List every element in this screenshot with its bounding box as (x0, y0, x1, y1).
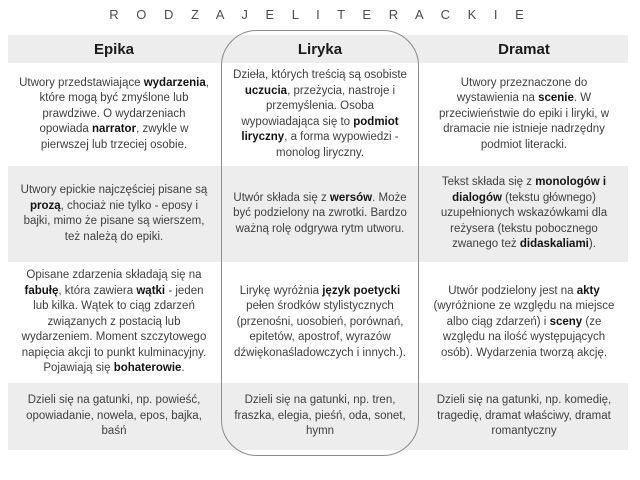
cell-dramat-definition: Utwory przeznaczone do wystawienia na scenie. W przeciwieństwie do epiki i liryki, w dramacie nie istnieje nadrzędny podmiot literacki. (439, 76, 609, 151)
cell-dramat-genres: Dzieli się na gatunki, np. komedię, tragedię, dramat właściwy, dramat romantyczny (436, 394, 612, 438)
cell-epika-structure: Opisane zdarzenia składają się na fabułę, która zawiera wątki - jeden lub kilka. Wątek to ciąg zdarzeń związanych z postacią lub wydarzeniem. Moment szczytowego napięcia akcji to punkt kulminacyjny. Pojawiają się bohaterowie. (21, 269, 207, 375)
cell-epika-definition: Utwory przedstawiające wydarzenia, które mogą być zmyślone lub prawdziwe. O wydarzeniach opowiada narrator, zwykle w pierwszej lub trzeciej osobie. (19, 76, 209, 151)
cell-liryka-form: Utwór składa się z wersów. Może być podzielony na zwrotki. Bardzo ważną rolę odgrywa rytm utworu. (233, 191, 407, 235)
table-row-definition (8, 63, 628, 166)
table-row-form (8, 166, 628, 262)
cell-liryka-structure: Lirykę wyróżnia język poetycki pełen środków stylistycznych (przenośni, uosobień, porównań, epitetów, apostrof, wyrazów dźwiękonaśladowczych i innych.). (234, 284, 406, 359)
table-row-genres (8, 383, 628, 450)
cell-liryka-genres: Dzieli się na gatunki, np. tren, fraszka, elegia, pieśń, oda, sonet, hymn (234, 394, 406, 438)
cell-liryka-definition: Dzieła, których treścią są osobiste uczucia, przeżycia, nastroje i przemyślenia. Osoba wypowiadająca się to podmiot liryczny, a forma wypowiedzi - monolog liryczny. (233, 69, 407, 159)
cell-epika-genres: Dzieli się na gatunki, np. powieść, opowiadanie, nowela, epos, bajka, baśń (26, 394, 202, 438)
header-row (8, 35, 628, 63)
column-header-dramat: Dramat (498, 40, 550, 58)
column-header-liryka: Liryka (297, 40, 343, 58)
column-header-epika: Epika (93, 40, 135, 58)
cell-dramat-structure: Utwór podzielony jest na akty (wyróżnione ze względu na miejsce albo ciąg zdarzeń) i sceny (ze względu na ilość występujących osób). Wydarzenia tworzą akcję. (433, 284, 615, 359)
cell-epika-form: Utwory epickie najczęściej pisane są prozą, chociaż nie tylko - eposy i bajki, mimo że pisane są wierszem, też należą do epiki. (20, 184, 208, 243)
table-row-structure (8, 262, 628, 383)
cell-dramat-form: Tekst składa się z monologów i dialogów (tekstu głównego) uzupełnionych wskazówkami dla reżysera (tekstu pobocznego zwanego też didaskaliami). (440, 176, 608, 251)
page-title: R O D Z A J E L I T E R A C K I E (109, 7, 531, 22)
